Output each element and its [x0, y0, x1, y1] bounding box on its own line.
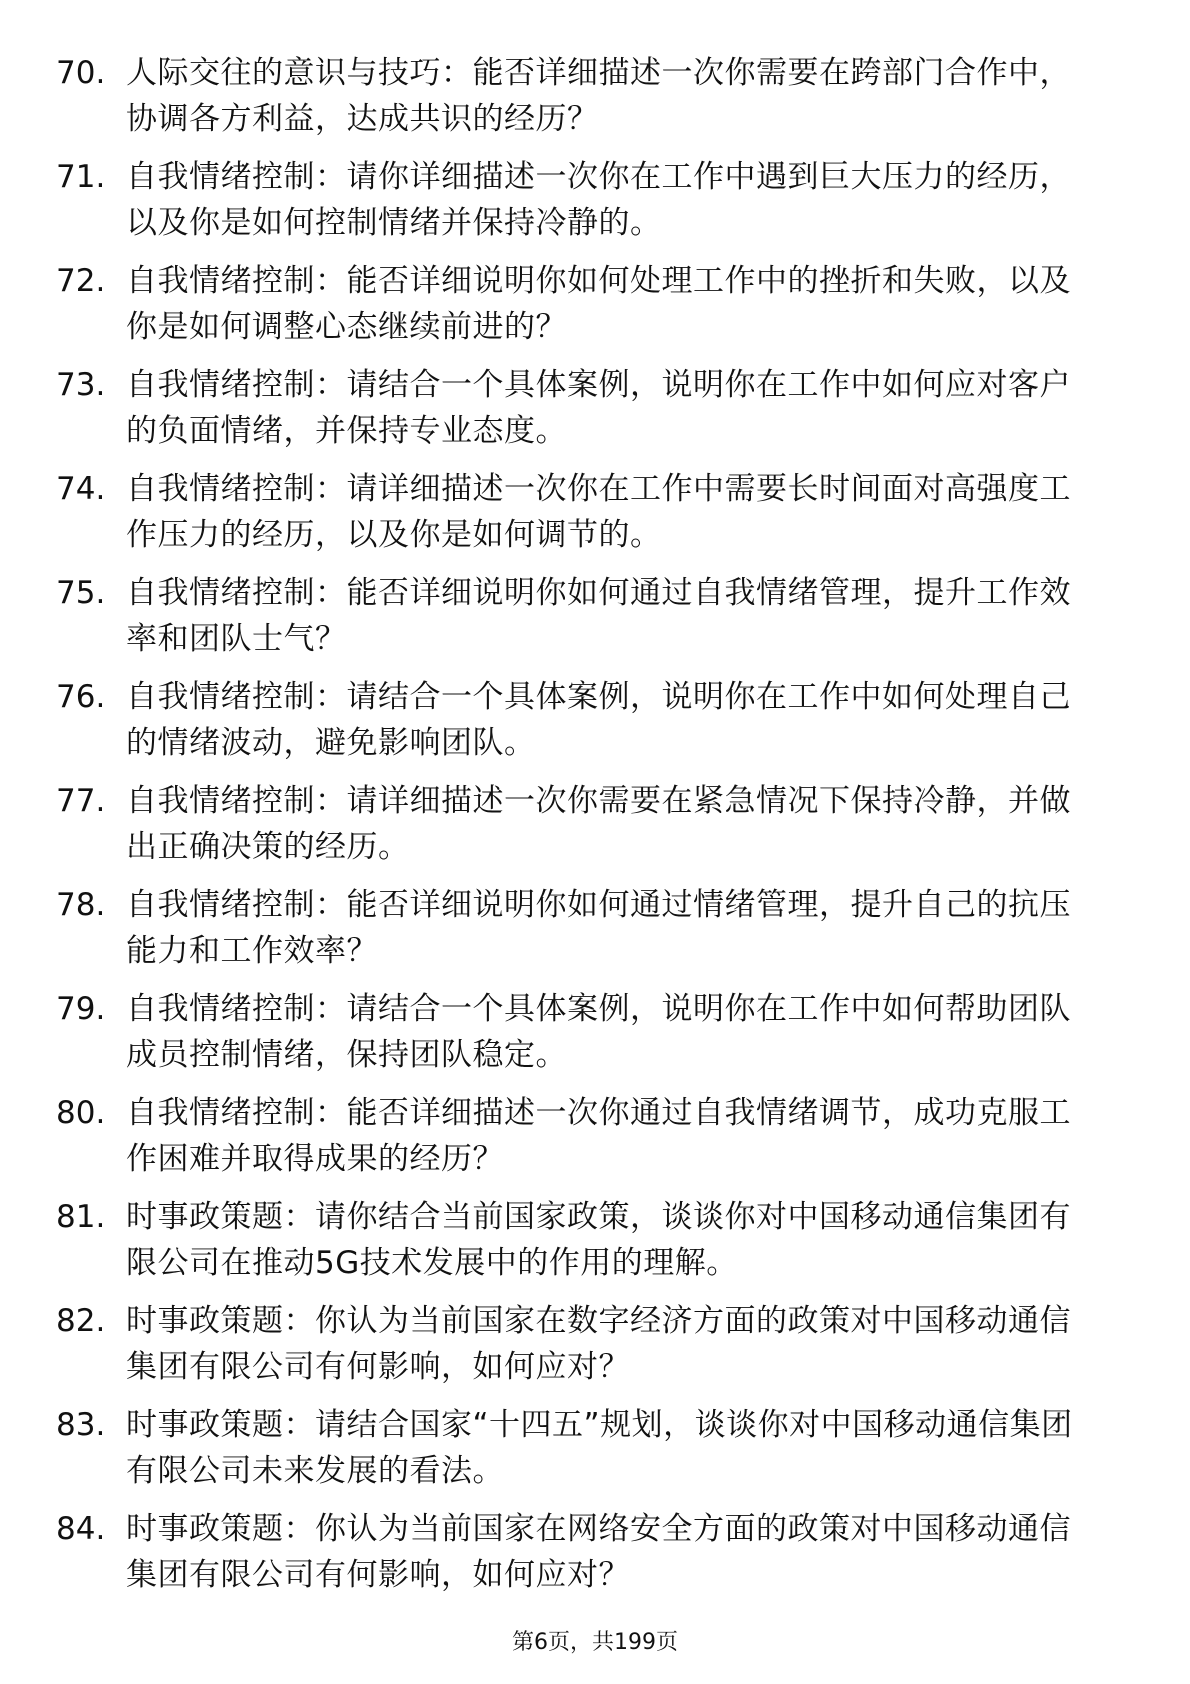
question-list [50, 50, 1110, 1610]
item-text: 人际交往的意识与技巧：能否详细描述一次你需要在跨部门合作中，协调各方利益，达成共识的经历？ [126, 55, 1071, 137]
item-number: 71. [56, 159, 106, 195]
page-number-footer: 第6页，共199页 [512, 1630, 678, 1655]
item-text: 时事政策题：你认为当前国家在数字经济方面的政策对中国移动通信集团有限公司有何影响，如何应对？ [126, 1303, 1071, 1385]
item-number: 81. [56, 1199, 106, 1235]
item-number: 77. [56, 783, 106, 819]
item-text: 时事政策题：请你结合当前国家政策，谈谈你对中国移动通信集团有限公司在推动5G技术发展中的作用的理解。 [126, 1199, 1071, 1281]
list-item [50, 986, 1110, 1090]
item-number: 70. [56, 55, 106, 91]
item-text: 时事政策题：你认为当前国家在网络安全方面的政策对中国移动通信集团有限公司有何影响，如何应对？ [126, 1511, 1071, 1593]
item-text: 自我情绪控制：请详细描述一次你在工作中需要长时间面对高强度工作压力的经历，以及你是如何调节的。 [126, 471, 1071, 553]
list-item [50, 882, 1110, 986]
item-number: 78. [56, 887, 106, 923]
list-item [50, 258, 1110, 362]
list-item [50, 1506, 1110, 1610]
item-text: 自我情绪控制：请你详细描述一次你在工作中遇到巨大压力的经历，以及你是如何控制情绪并保持冷静的。 [126, 159, 1071, 241]
item-text: 自我情绪控制：能否详细说明你如何处理工作中的挫折和失败，以及你是如何调整心态继续前进的？ [126, 263, 1071, 345]
list-item [50, 1090, 1110, 1194]
list-item [50, 154, 1110, 258]
item-number: 82. [56, 1303, 106, 1339]
item-text: 自我情绪控制：能否详细描述一次你通过自我情绪调节，成功克服工作困难并取得成果的经历？ [126, 1095, 1071, 1177]
list-item [50, 1298, 1110, 1402]
list-item [50, 674, 1110, 778]
list-item [50, 362, 1110, 466]
list-item [50, 570, 1110, 674]
list-item [50, 50, 1110, 154]
item-number: 83. [56, 1407, 106, 1443]
list-item [50, 466, 1110, 570]
item-number: 75. [56, 575, 106, 611]
item-number: 80. [56, 1095, 106, 1131]
item-text: 自我情绪控制：能否详细说明你如何通过情绪管理，提升自己的抗压能力和工作效率？ [126, 887, 1071, 969]
item-text: 自我情绪控制：请结合一个具体案例，说明你在工作中如何应对客户的负面情绪，并保持专业态度。 [126, 367, 1071, 449]
item-text: 自我情绪控制：能否详细说明你如何通过自我情绪管理，提升工作效率和团队士气？ [126, 575, 1071, 657]
item-text: 自我情绪控制：请结合一个具体案例，说明你在工作中如何帮助团队成员控制情绪，保持团队稳定。 [126, 991, 1071, 1073]
item-text: 时事政策题：请结合国家“十四五”规划，谈谈你对中国移动通信集团有限公司未来发展的看法。 [126, 1407, 1073, 1489]
item-number: 79. [56, 991, 106, 1027]
item-text: 自我情绪控制：请详细描述一次你需要在紧急情况下保持冷静，并做出正确决策的经历。 [126, 783, 1071, 865]
item-number: 73. [56, 367, 106, 403]
item-number: 72. [56, 263, 106, 299]
item-number: 84. [56, 1511, 106, 1547]
list-item [50, 778, 1110, 882]
item-number: 76. [56, 679, 106, 715]
list-item [50, 1402, 1110, 1506]
item-text: 自我情绪控制：请结合一个具体案例，说明你在工作中如何处理自己的情绪波动，避免影响团队。 [126, 679, 1071, 761]
item-number: 74. [56, 471, 106, 507]
list-item [50, 1194, 1110, 1298]
